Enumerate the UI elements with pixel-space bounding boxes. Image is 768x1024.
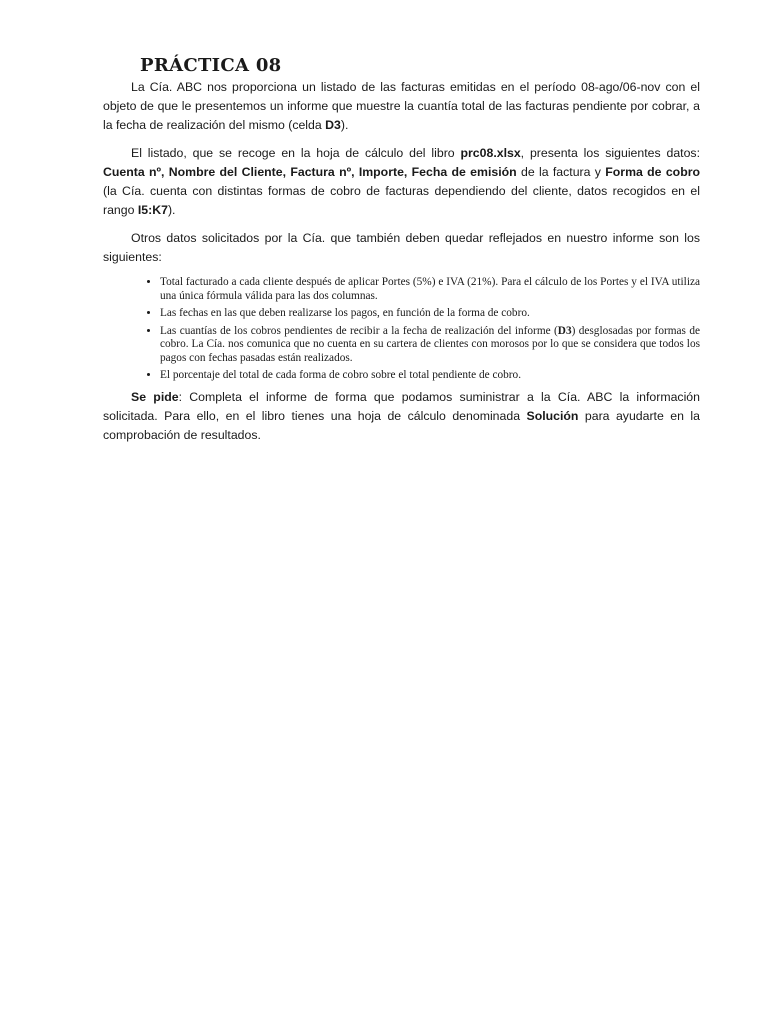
intro-text: La Cía. ABC nos proporciona un listado de las facturas emitidas en el período 08-ago/06-nov con el objeto de que le presentemos un informe que muestre la cuantía total de las facturas pendiente por cobrar, a la fecha de realización del mismo (celda xyxy=(103,80,700,132)
requirements-list xyxy=(103,276,700,383)
list-item-text-b: ) desglosadas por formas de cobro. La Cía. nos comunica que no cuenta en su cartera de clientes con morosos por lo que se considera que todos los pagos con fechas pasadas están realizados. xyxy=(160,324,700,364)
document-page xyxy=(103,55,700,454)
cell-reference: D3 xyxy=(325,118,341,132)
task-paragraph xyxy=(103,388,700,445)
list-item-text-a: Las cuantías de los cobros pendientes de recibir a la fecha de realización del informe ( xyxy=(160,324,558,337)
other-data-paragraph: Otros datos solicitados por la Cía. que también deben quedar reflejados en nuestro informe son los siguientes: xyxy=(103,231,700,264)
list-item: • El porcentaje del total de cada forma de cobro sobre el total pendiente de cobro. xyxy=(160,369,700,383)
field-payment-method: Forma de cobro xyxy=(605,165,700,179)
listing-text-d: (la Cía. cuenta con distintas formas de cobro de facturas dependiendo del cliente, datos recogidos en el rango xyxy=(103,184,700,217)
task-label: Se pide xyxy=(131,389,179,404)
list-item xyxy=(160,325,700,366)
listing-text-a: El listado, que se recoge en la hoja de cálculo del libro xyxy=(131,146,461,160)
listing-paragraph xyxy=(103,144,700,220)
solution-sheet-name: Solución xyxy=(526,408,579,423)
page-title: PRÁCTICA 08 xyxy=(140,55,282,76)
range-reference: I5:K7 xyxy=(137,203,168,217)
task-text-b: para ayudarte en la comprobación de resultados. xyxy=(103,408,700,442)
listing-text-e: ). xyxy=(167,203,176,217)
list-item: • Las fechas en las que deben realizarse los pagos, en función de la forma de cobro. xyxy=(160,307,700,321)
intro-paragraph xyxy=(103,78,700,135)
workbook-filename: prc08.xlsx xyxy=(460,146,521,160)
list-item: • Total facturado a cada cliente después de aplicar Portes (5%) e IVA (21%). Para el cálculo de los Portes y el IVA utiliza una única fórmula válida para las dos columnas. xyxy=(160,276,700,303)
field-list: Cuenta nº, Nombre del Cliente, Factura nº, Importe, Fecha de emisión xyxy=(103,165,517,179)
intro-text-end: ). xyxy=(340,118,349,132)
listing-text-b: , presenta los siguientes datos: xyxy=(520,146,700,160)
task-text-a: : Completa el informe de forma que podamos suministrar a la Cía. ABC la información solicitada. Para ello, en el libro tienes una hoja de cálculo denominada xyxy=(103,389,700,423)
cell-reference: D3 xyxy=(557,324,572,337)
listing-text-c: de la factura y xyxy=(516,165,606,179)
